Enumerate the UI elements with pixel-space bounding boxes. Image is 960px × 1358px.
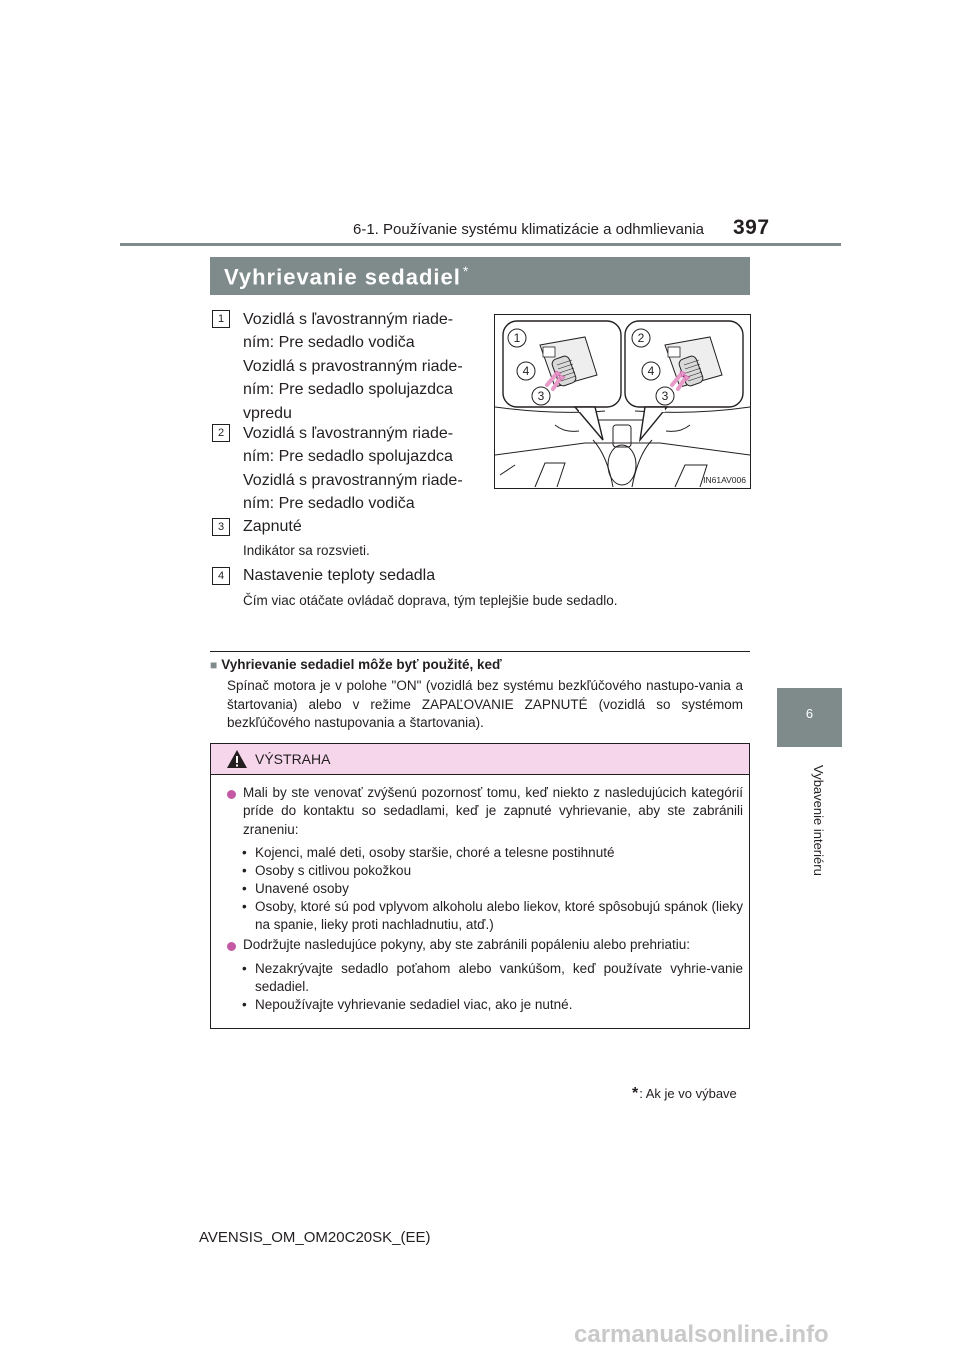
item-1-text: [243, 308, 477, 425]
warning-list-text: Unavené osoby: [255, 881, 349, 896]
conditions-heading-text: Vyhrievanie sedadiel môže byť použité, keď: [221, 657, 502, 672]
conditions-rule: [210, 651, 750, 652]
footnote: [632, 1085, 737, 1103]
list-dot-icon: •: [242, 863, 247, 878]
footnote-mark: *: [632, 1085, 639, 1102]
item-3-text: Zapnuté: [243, 518, 302, 535]
item-2-text: [243, 422, 477, 516]
availability-mark: *: [462, 263, 470, 279]
item-2-line: Vozidlá s ľavostranným riade-: [243, 425, 454, 442]
section-title-bar: [210, 257, 750, 295]
warning-list-text: Kojenci, malé deti, osoby staršie, choré a telesne postihnuté: [255, 845, 615, 860]
document-code: AVENSIS_OM_OM20C20SK_(EE): [199, 1229, 431, 1246]
warning-title: VÝSTRAHA: [255, 751, 331, 767]
warning-list-item: [242, 996, 743, 1014]
warning-list-text: Osoby s citlivou pokožkou: [255, 863, 412, 878]
list-dot-icon: •: [242, 997, 247, 1012]
item-number-3: 3: [212, 518, 230, 536]
header-rule: [120, 243, 841, 246]
dashboard-drawing: [495, 315, 750, 488]
square-bullet-icon: ■: [210, 658, 218, 672]
warning-list-text: Nezakrývajte sedadlo poťahom alebo vankúšom, keď používate vyhrie-vanie sedadiel.: [255, 961, 743, 995]
page-number: 397: [733, 216, 770, 239]
item-1-line: vpredu: [243, 404, 292, 422]
item-2-line: ním: Pre sedadlo vodiča: [243, 495, 415, 513]
conditions-heading: [210, 657, 502, 672]
warning-list-text: Osoby, ktoré sú pod vplyvom alkoholu alebo liekov, ktoré spôsobujú spánok (lieky na spanie, lieky proti nachladnutiu, atď.): [255, 899, 743, 933]
chapter-tab: [777, 688, 842, 747]
warning-list-item: [242, 844, 743, 862]
callout-4-left: 4: [522, 364, 530, 378]
warning-box: [210, 743, 750, 1029]
warning-point-1: Mali by ste venovať zvýšenú pozornosť tomu, keď niekto z nasledujúcich kategórií príde do kontaktu so sedadlami, keď je zapnuté vyhrievanie, aby ste zabránili zraneniu:: [243, 785, 743, 837]
item-4-note: Čím viac otáčate ovládač doprava, tým teplejšie bude sedadlo.: [243, 593, 618, 608]
figure-code: IN61AV006: [703, 475, 746, 485]
conditions-body: Spínač motora je v polohe "ON" (vozidlá bez systému bezkľúčového nastupo-vania a štartovania) alebo v režime ZAPAĽOVANIE ZAPNUTÉ (vozidlá so systémom bezkľúčového nastupovania a štartovania).: [227, 678, 743, 730]
item-1-line: ním: Pre sedadlo spolujazdca: [243, 381, 453, 399]
item-3-note: Indikátor sa rozsvieti.: [243, 543, 370, 558]
warning-list-item: [242, 960, 743, 997]
list-dot-icon: •: [242, 899, 247, 914]
warning-bullet-icon: [227, 790, 236, 799]
list-dot-icon: •: [242, 845, 247, 860]
item-number-1: 1: [212, 310, 230, 328]
chapter-label-text: Vybavenie interiéru: [811, 765, 826, 876]
warning-list-text: Nepoužívajte vyhrievanie sedadiel viac, ako je nutné.: [255, 997, 573, 1012]
item-2-line: ním: Pre sedadlo spolujazdca: [243, 448, 453, 466]
item-number-4: 4: [212, 567, 230, 585]
item-1-line: ním: Pre sedadlo vodiča: [243, 334, 415, 352]
chapter-number: 6: [805, 706, 814, 721]
section-title: [224, 263, 469, 290]
warning-list-item: [242, 862, 743, 880]
warning-header: [211, 744, 749, 775]
list-dot-icon: •: [242, 881, 247, 896]
watermark: carmanualsonline.info: [574, 1321, 829, 1348]
section-reference: 6-1. Používanie systému klimatizácie a odhmlievania: [353, 221, 704, 238]
warning-triangle-icon: [226, 749, 248, 769]
list-dot-icon: •: [242, 961, 247, 976]
chapter-label: [812, 765, 826, 895]
footnote-text: : Ak je vo výbave: [639, 1086, 737, 1101]
callout-3-left: 3: [537, 389, 545, 403]
section-title-text: Vyhrievanie sedadiel: [224, 264, 461, 290]
warning-list-item: [242, 880, 743, 898]
warning-list-item: [242, 898, 743, 935]
item-2-line: Vozidlá s pravostranným riade-: [243, 471, 463, 489]
item-4-text: Nastavenie teploty sedadla: [243, 567, 436, 584]
warning-bullet-icon: [227, 942, 236, 951]
item-1-line: Vozidlá s pravostranným riade-: [243, 357, 463, 375]
warning-point-2: Dodržujte nasledujúce pokyny, aby ste zabránili popáleniu alebo prehriatiu:: [243, 937, 691, 952]
callout-2: 2: [637, 331, 645, 345]
callout-3-right: 3: [661, 389, 669, 403]
item-number-2: 2: [212, 424, 230, 442]
seat-heater-illustration: [494, 314, 751, 489]
item-1-line: Vozidlá s ľavostranným riade-: [243, 311, 454, 328]
callout-4-right: 4: [647, 364, 655, 378]
callout-1: 1: [513, 331, 521, 345]
